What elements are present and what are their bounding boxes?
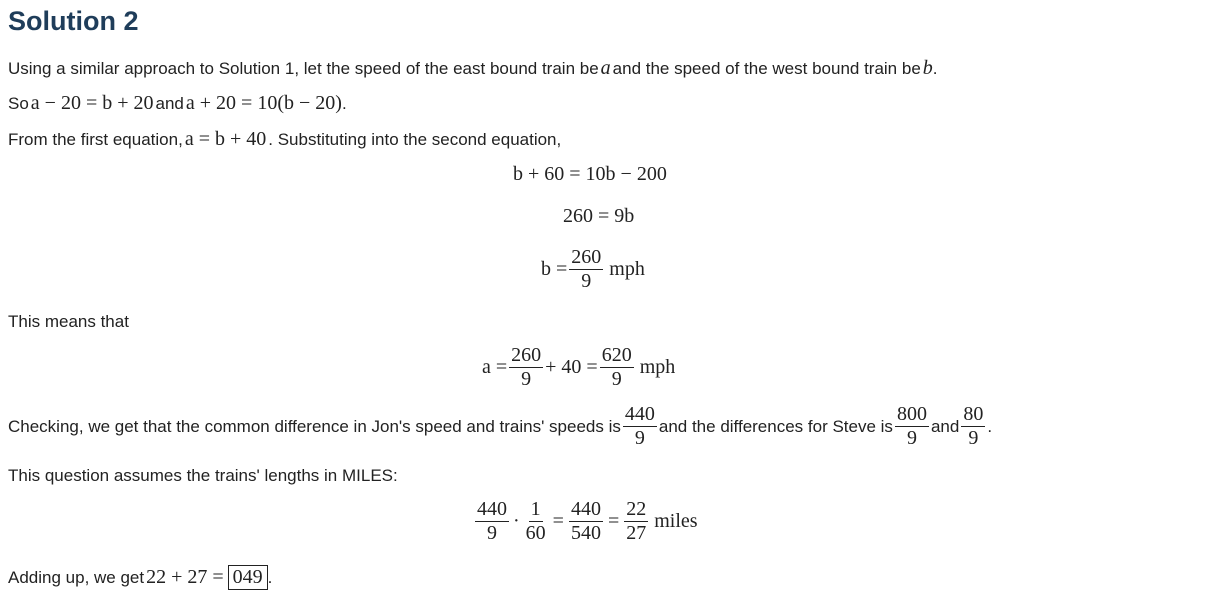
numerator: 440	[624, 403, 655, 425]
fraction	[624, 499, 648, 544]
text: and the differences for Steve is	[658, 416, 893, 436]
denominator: 60	[525, 522, 546, 544]
text: . Substituting into the second equation,	[268, 129, 562, 149]
numerator: 260	[511, 344, 542, 366]
paragraph-equations	[8, 92, 347, 115]
numerator: 620	[601, 344, 632, 366]
denominator: 9	[968, 427, 979, 449]
math-var-a: a	[600, 57, 611, 79]
text: .	[341, 93, 347, 113]
fraction	[600, 345, 634, 390]
numerator: 22	[626, 498, 647, 520]
unit: mph	[639, 356, 676, 378]
text: .	[932, 58, 938, 78]
denominator: 9	[611, 368, 622, 390]
display-equation-1: b + 60 = 10b − 200	[513, 163, 667, 185]
fraction	[569, 247, 603, 292]
denominator: 9	[581, 270, 592, 292]
numerator: 440	[477, 498, 507, 520]
denominator: 540	[570, 522, 601, 544]
math-operator: =	[552, 510, 564, 532]
paragraph-means: This means that	[8, 312, 129, 331]
fraction	[623, 404, 657, 449]
paragraph-answer	[8, 565, 272, 590]
fraction	[475, 499, 509, 544]
math-equation-2: a + 20 = 10(b − 20)	[185, 92, 342, 114]
fraction	[895, 404, 929, 449]
math-operator: ·	[513, 510, 520, 532]
math-operator: + 40 =	[545, 356, 598, 378]
numerator: 440	[570, 498, 601, 520]
text: .	[267, 567, 273, 587]
text: and	[930, 416, 960, 436]
unit: mph	[609, 258, 645, 280]
denominator: 27	[626, 522, 647, 544]
text: .	[987, 416, 993, 436]
text: and	[155, 93, 184, 113]
paragraph-intro	[8, 57, 938, 80]
display-equation-miles	[473, 499, 698, 544]
denominator: 9	[634, 427, 645, 449]
display-equation-a	[482, 345, 675, 390]
text: Adding up, we get	[8, 567, 145, 587]
math-var-b: b	[922, 57, 933, 79]
unit: miles	[654, 510, 698, 532]
paragraph-substitution	[8, 128, 561, 151]
numerator: 800	[896, 403, 927, 425]
denominator: 9	[906, 427, 917, 449]
math-lhs: a =	[482, 356, 508, 378]
display-equation-2: 260 = 9b	[563, 205, 635, 227]
text: and the speed of the west bound train be	[612, 58, 921, 78]
numerator: 1	[530, 498, 541, 520]
math-equation-a: a = b + 40	[184, 128, 267, 150]
denominator: 9	[521, 368, 532, 390]
math-equation-1: a − 20 = b + 20	[30, 92, 154, 114]
fraction	[569, 499, 603, 544]
paragraph-miles: This question assumes the trains' lengths in MILES:	[8, 466, 398, 485]
text: From the first equation,	[8, 129, 183, 149]
math-operator: =	[607, 510, 620, 532]
denominator: 9	[487, 522, 497, 544]
text: So	[8, 93, 29, 113]
text: Using a similar approach to Solution 1, let the speed of the east bound train be	[8, 58, 599, 78]
fraction	[961, 404, 985, 449]
boxed-answer: 049	[228, 565, 268, 590]
section-heading: Solution 2	[8, 6, 139, 36]
fraction	[524, 499, 548, 544]
math-lhs: b =	[541, 258, 568, 280]
numerator: 80	[963, 403, 984, 425]
fraction	[509, 345, 543, 390]
display-equation-3	[541, 247, 645, 292]
numerator: 260	[571, 246, 602, 268]
paragraph-checking	[8, 404, 992, 449]
math-sum: 22 + 27 =	[146, 566, 224, 588]
text: Checking, we get that the common difference in Jon's speed and trains' speeds is	[8, 416, 621, 436]
